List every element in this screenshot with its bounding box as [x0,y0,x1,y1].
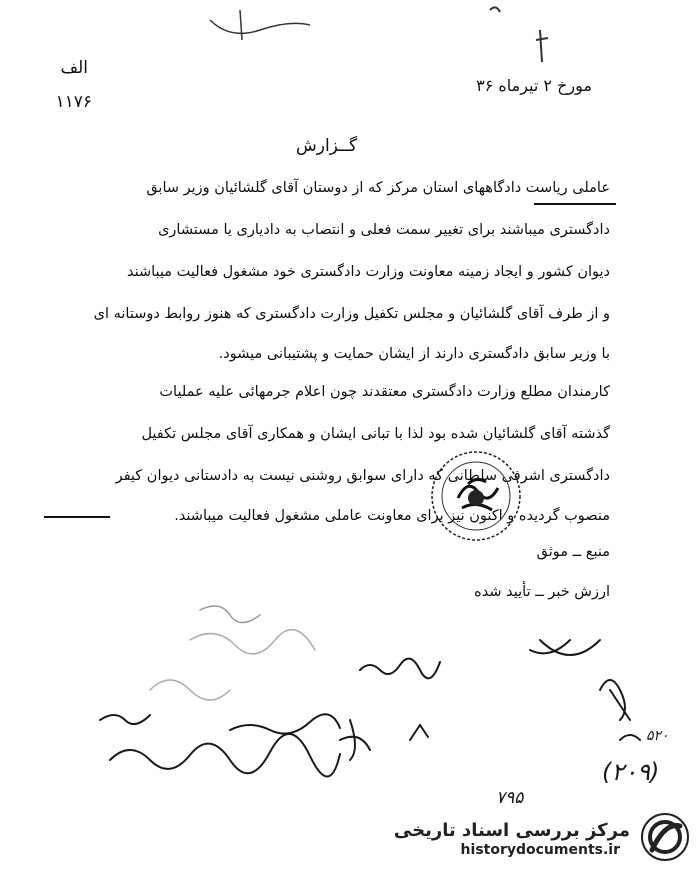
reference-letter: الف [60,58,88,78]
body-line: دادگستری اشرفی سلطانی که دارای سوابق روشنی نیست به دادستانی دیوان کیفر [115,468,610,484]
watermark-url: historydocuments.ir [460,842,620,858]
document-title: گــزارش [296,136,358,156]
rating-line: ارزش خبر ــ تأیید شده [474,584,610,600]
document-date: مورخ ۲ تیرماه ۳۶ [476,76,592,95]
body-line: دادگستری میباشند برای تغییر سمت فعلی و انتصاب به دادیاری یا مستشاری [158,222,610,238]
body-line: منصوب گردیده و اکنون نیز برای معاونت عاملی مشغول فعالیت میباشند. [174,508,610,524]
top-scribble [200,0,320,50]
handwritten-number: ۵۲۰ [646,728,669,744]
underline-mark [534,203,616,205]
reference-number: ۱۱۷۶ [55,92,92,112]
end-dash [44,516,110,518]
watermark-text: مرکز بررسی اسناد تاریخی [393,820,630,841]
handwritten-number: ۷۹۵ [496,788,524,808]
source-line: منبع ــ موثق [536,544,610,560]
body-line: عاملی ریاست دادگاههای استان مرکز که از دوستان آقای گلشائیان وزیر سابق [146,180,610,196]
handwritten-number: (۲۰۹) [602,758,660,786]
body-line: با وزیر سابق دادگستری دارند از ایشان حمایت و پشتیبانی میشود. [218,346,610,362]
body-line: کارمندان مطلع وزارت دادگستری معتقدند چون اعلام جرمهائی علیه عملیات [159,384,610,400]
body-line: و از طرف آقای گلشائیان و مجلس تکفیل وزارت دادگستری که هنوز روابط دوستانه ای [93,306,610,322]
body-line: گذشته آقای گلشائیان شده بود لذا با تبانی ایشان و همکاری آقای مجلس تکفیل [141,426,610,442]
watermark-logo [640,812,690,862]
official-seal [428,448,524,544]
body-line: دیوان کشور و ایجاد زمینه معاونت وزارت دادگستری خود مشغول فعالیت میباشند [126,264,610,280]
top-scribble [470,0,590,70]
